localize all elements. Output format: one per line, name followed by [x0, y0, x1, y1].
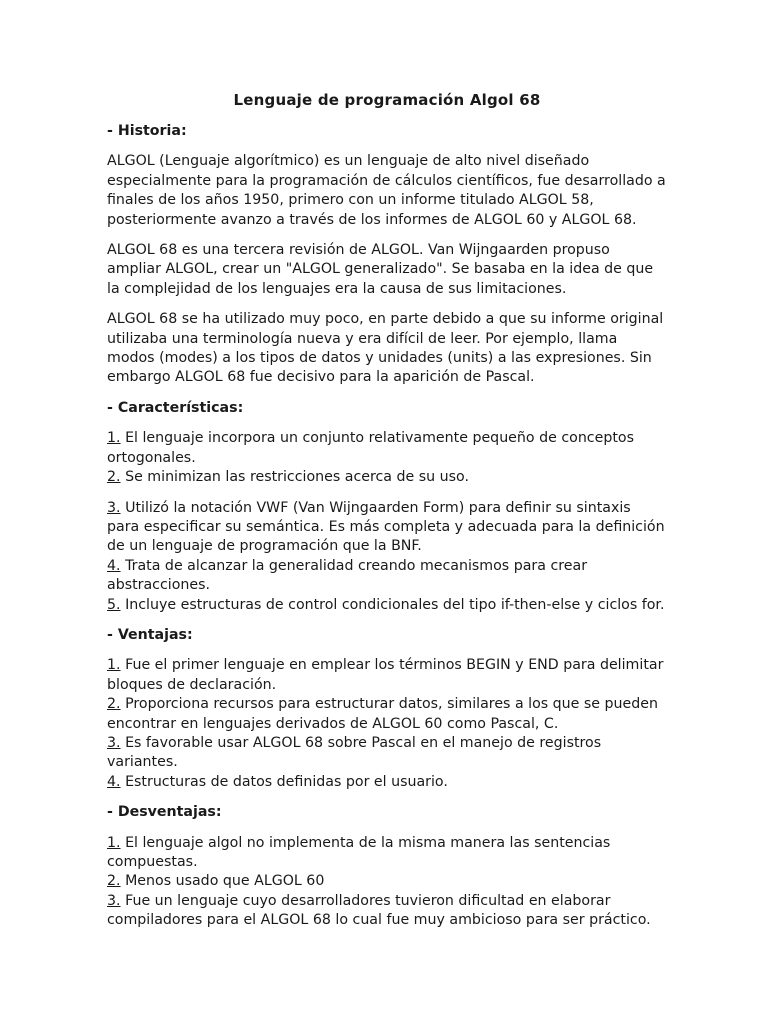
- ventajas-list: [107, 656, 667, 792]
- list-text: Se minimizan las restricciones acerca de su uso.: [125, 469, 469, 486]
- document-page: [107, 90, 667, 942]
- list-number: 2.: [107, 469, 121, 486]
- list-number: 1.: [107, 834, 121, 851]
- list-number: 1.: [107, 430, 121, 447]
- list-text: Proporciona recursos para estructurar datos, similares a los que se pueden encontrar en lenguajes derivados de ALGOL 60 como Pascal, C.: [107, 696, 658, 732]
- list-item: [107, 892, 667, 931]
- list-item: [107, 499, 667, 557]
- caracteristicas-list-b: [107, 499, 667, 615]
- list-text: El lenguaje algol no implementa de la misma manera las sentencias compuestas.: [107, 834, 611, 870]
- list-number: 1.: [107, 657, 121, 674]
- page-title: Lenguaje de programación Algol 68: [233, 91, 541, 109]
- list-text: Trata de alcanzar la generalidad creando mecanismos para crear abstracciones.: [107, 557, 588, 594]
- list-number: 2.: [107, 873, 121, 890]
- list-item: [107, 468, 667, 487]
- list-item: [107, 734, 667, 773]
- desventajas-list: [107, 834, 667, 931]
- list-number: 3.: [107, 892, 121, 909]
- list-item: [107, 656, 667, 695]
- list-text: Incluye estructuras de control condicionales del tipo if-then-else y ciclos for.: [125, 596, 665, 613]
- historia-paragraph-1: ALGOL (Lenguaje algorítmico) es un lenguaje de alto nivel diseñado especialmente para la programación de cálculos científicos, fue desarrollado a finales de los años 1950, primero con un informe titulado ALGOL 58, posteriormente avanzo a través de los informes de ALGOL 60 y ALGOL 68.: [107, 153, 666, 228]
- list-number: 4.: [107, 557, 121, 574]
- section-heading-desventajas: - Desventajas:: [107, 804, 222, 821]
- list-number: 3.: [107, 734, 121, 751]
- list-text: Estructuras de datos definidas por el usuario.: [125, 773, 448, 790]
- list-item: [107, 557, 667, 596]
- list-text: Utilizó la notación VWF (Van Wijngaarden Form) para definir su sintaxis para especificar su semántica. Es más completa y adecuada para la definición de un lenguaje de programación que la BNF.: [107, 499, 665, 555]
- list-number: 4.: [107, 773, 121, 790]
- list-text: El lenguaje incorpora un conjunto relativamente pequeño de conceptos ortogonales.: [107, 430, 634, 466]
- list-number: 5.: [107, 596, 121, 613]
- list-text: Fue un lenguaje cuyo desarrolladores tuvieron dificultad en elaborar compiladores para el ALGOL 68 lo cual fue muy ambicioso para ser práctico.: [107, 892, 651, 929]
- list-text: Es favorable usar ALGOL 68 sobre Pascal en el manejo de registros variantes.: [107, 734, 602, 771]
- list-item: [107, 872, 667, 891]
- list-text: Menos usado que ALGOL 60: [125, 873, 325, 890]
- historia-paragraph-2: ALGOL 68 es una tercera revisión de ALGOL. Van Wijngaarden propuso ampliar ALGOL, crear un "ALGOL generalizado". Se basaba en la idea de que la complejidad de los lenguajes era la causa de sus limitaciones.: [107, 242, 654, 297]
- list-number: 2.: [107, 696, 121, 713]
- list-item: [107, 596, 667, 615]
- list-text: Fue el primer lenguaje en emplear los términos BEGIN y END para delimitar bloques de declaración.: [107, 657, 664, 693]
- list-item: [107, 834, 667, 873]
- section-heading-caracteristicas: - Características:: [107, 399, 244, 416]
- list-item: [107, 773, 667, 792]
- list-number: 3.: [107, 499, 121, 516]
- list-item: [107, 695, 667, 734]
- section-heading-historia: - Historia:: [107, 123, 187, 139]
- historia-paragraph-3: ALGOL 68 se ha utilizado muy poco, en parte debido a que su informe original utilizaba una terminología nueva y era difícil de leer. Por ejemplo, llama modos (modes) a los tipos de datos y unidades (units) a las expresiones. Sin embargo ALGOL 68 fue decisivo para la aparición de Pascal.: [107, 311, 664, 386]
- section-heading-ventajas: - Ventajas:: [107, 626, 193, 643]
- caracteristicas-list-a: [107, 429, 667, 487]
- list-item: [107, 429, 667, 468]
